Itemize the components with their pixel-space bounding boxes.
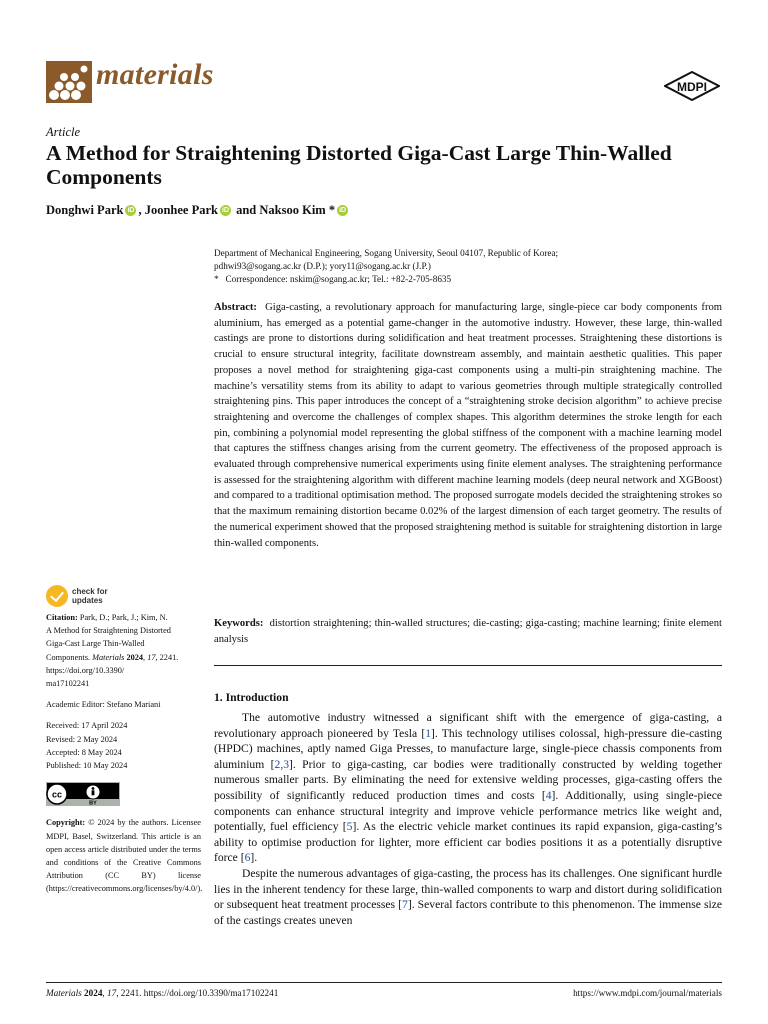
citation-doi-link[interactable]: https://doi.org/10.3390/ <box>46 665 125 675</box>
keywords <box>214 616 722 647</box>
keywords-label: Keywords: <box>214 618 264 629</box>
footer-journal-link[interactable]: https://www.mdpi.com/journal/materials <box>573 988 722 998</box>
check-updates-line: check for <box>72 587 108 596</box>
author-name[interactable]: Naksoo Kim * <box>259 203 336 217</box>
check-for-updates-button[interactable] <box>46 584 166 608</box>
orcid-icon[interactable]: iD <box>339 207 347 214</box>
reference-link[interactable]: 6 <box>244 851 251 865</box>
author-name[interactable]: Joonhee Park <box>144 203 218 217</box>
sidebar <box>46 611 201 896</box>
citation-label: Citation: <box>46 613 78 622</box>
date-received: Received: 17 April 2024 <box>46 721 128 731</box>
affiliation-emails[interactable]: pdhwi93@sogang.ac.kr (D.P.); yory11@sogang.ac.kr (J.P.) <box>214 261 431 271</box>
abstract-text: Giga-casting, a revolutionary approach for manufacturing large, single-piece car body components from aluminium, has emerged as a potential game-changer in the automotive industry. However, these large, thin-walled castings are prone to distortions during solidification and heat treatment processes. Straightening these distortions is crucial to ensure structural integrity, facilitate downstream assembly, and maintain aesthetic qualities. This paper proposes a novel method for straightening giga-cast components using a multi-pin straightening machine. The machine’s versatility stems from its ability to adapt to various geometries through multiple strategically controlled straightening pins. This paper introduces the concept of a “straightening stroke decision algorithm” to achieve precise straightening and overcome the challenges of complex shapes. This algorithm determines the stroke length for each pin, combining a polynomial model representing the global stiffness of the component with a machine learning model that captures the stiffness changes arising from the current geometry. The effectiveness of the proposed approach is evaluated through comprehensive numerical experiments using finite element analyses. The straightening performance is assessed for the straightening algorithm with different machine learning models (deep neural network and XGBoost) and compared to a traditional optimisation method. The proposed surrogate models decided the straightening strokes so that the maximum remaining distortion became 0.02% of the largest dimension of each target geometry. The results of the numerical experiment showed that the proposed straightening method is suitable for straightening distortion in large thin-walled components. <box>214 302 723 549</box>
intro-paragraph: The automotive industry witnessed a significant shift with the emergence of giga-casting, a revolutionary approach pioneered by Tesla [1]. This technology utilises colossal, high-pressure die-casting (HPDC) machines, aptly named Giga Presses, to manufacture large, single-piece chassis components from aluminium [2,3]. Prior to giga-casting, car bodies were traditionally constructed by welding together numerous smaller parts. By eliminating the need for extensive welding processes, giga-casting offers the possibility of significantly reduced production times and costs [4]. Additionally, using single-piece components can enhance structural integrity and improve vehicle performance metrics like weight and, potentially, fuel efficiency [5]. As the electric vehicle market continues its rapid expansion, giga-casting’s ability to optimise production for lighter, more efficient car bodies positions it as a potentially disruptive force [6]. <box>214 711 723 865</box>
reference-link[interactable]: 2,3 <box>274 757 290 771</box>
svg-text:BY: BY <box>89 800 97 807</box>
author-separator: , <box>138 203 145 217</box>
reference-link[interactable]: 4 <box>545 788 552 802</box>
orcid-icon[interactable]: iD <box>127 207 135 214</box>
svg-text:MDPI: MDPI <box>677 80 707 94</box>
check-updates-line: updates <box>72 596 103 605</box>
intro-body <box>214 710 722 928</box>
journal-logo-icon <box>46 61 92 103</box>
article-type: Article <box>46 125 81 139</box>
abstract-label: Abstract: <box>214 302 257 313</box>
reference-link[interactable]: 7 <box>402 898 408 912</box>
journal-name: materials <box>96 58 214 91</box>
mdpi-logo-icon <box>664 71 720 101</box>
abstract <box>214 300 722 551</box>
citation-block: Citation: Park, D.; Park, J.; Kim, N. A Method for Straightening Distorted Giga-Cast Large Thin-Walled Components. Materials 2024, 17, 2241. https://doi.org/10.3390/ ma17102241 <box>46 611 201 690</box>
citation-doi-link[interactable]: ma17102241 <box>46 679 90 689</box>
author-separator: and <box>232 203 260 217</box>
academic-editor: Academic Editor: Stefano Mariani <box>46 700 161 710</box>
date-published: Published: 10 May 2024 <box>46 761 128 771</box>
orcid-icon[interactable]: iD <box>221 207 229 214</box>
cc-by-license-icon[interactable] <box>46 782 120 806</box>
footer-doi-link[interactable]: , 2241. https://doi.org/10.3390/ma17102241 <box>116 988 279 998</box>
dates-block <box>46 719 201 772</box>
date-revised: Revised: 2 May 2024 <box>46 734 118 744</box>
author-list <box>46 203 350 218</box>
check-updates-icon <box>46 585 68 607</box>
copyright-text: © 2024 by the authors. Licensee MDPI, Basel, Switzerland. This article is an open access article distributed under the terms and conditions of the Creative Commons Attribution (CC BY) license (https://creativecommons.org/licenses/by/4.0/). <box>46 818 203 894</box>
section-heading: 1. Introduction <box>214 691 289 704</box>
footer-citation: Materials 2024, 17, 2241. https://doi.org/10.3390/ma17102241 <box>46 988 279 998</box>
footer-divider <box>46 982 722 983</box>
affiliation-block <box>214 247 724 286</box>
intro-paragraph: Despite the numerous advantages of giga-casting, the process has its challenges. One significant hurdle lies in the inherent tendency for these large, thin-walled components to warp and distort during solidification or subsequent heat treatment processes [7]. Several factors contribute to this phenomenon. The immense size of the castings creates uneven <box>214 866 722 927</box>
affiliation-line: Department of Mechanical Engineering, Sogang University, Seoul 04107, Republic of Korea; <box>214 248 559 258</box>
reference-link[interactable]: 5 <box>346 820 353 834</box>
reference-link[interactable]: 1 <box>425 726 432 740</box>
svg-text:cc: cc <box>51 789 63 800</box>
keywords-text: distortion straightening; thin-walled structures; die-casting; giga-casting; machine learning; finite element analysis <box>214 618 722 645</box>
author-name[interactable]: Donghwi Park <box>46 203 124 217</box>
section-divider <box>214 665 722 666</box>
copyright-label: Copyright: <box>46 818 86 828</box>
correspondence-line[interactable]: * Correspondence: nskim@sogang.ac.kr; Tel.: +82-2-705-8635 <box>214 274 452 284</box>
date-accepted: Accepted: 8 May 2024 <box>46 747 122 757</box>
article-title: A Method for Straightening Distorted Giga-Cast Large Thin-Walled Components <box>46 141 672 189</box>
copyright-block <box>46 816 201 895</box>
